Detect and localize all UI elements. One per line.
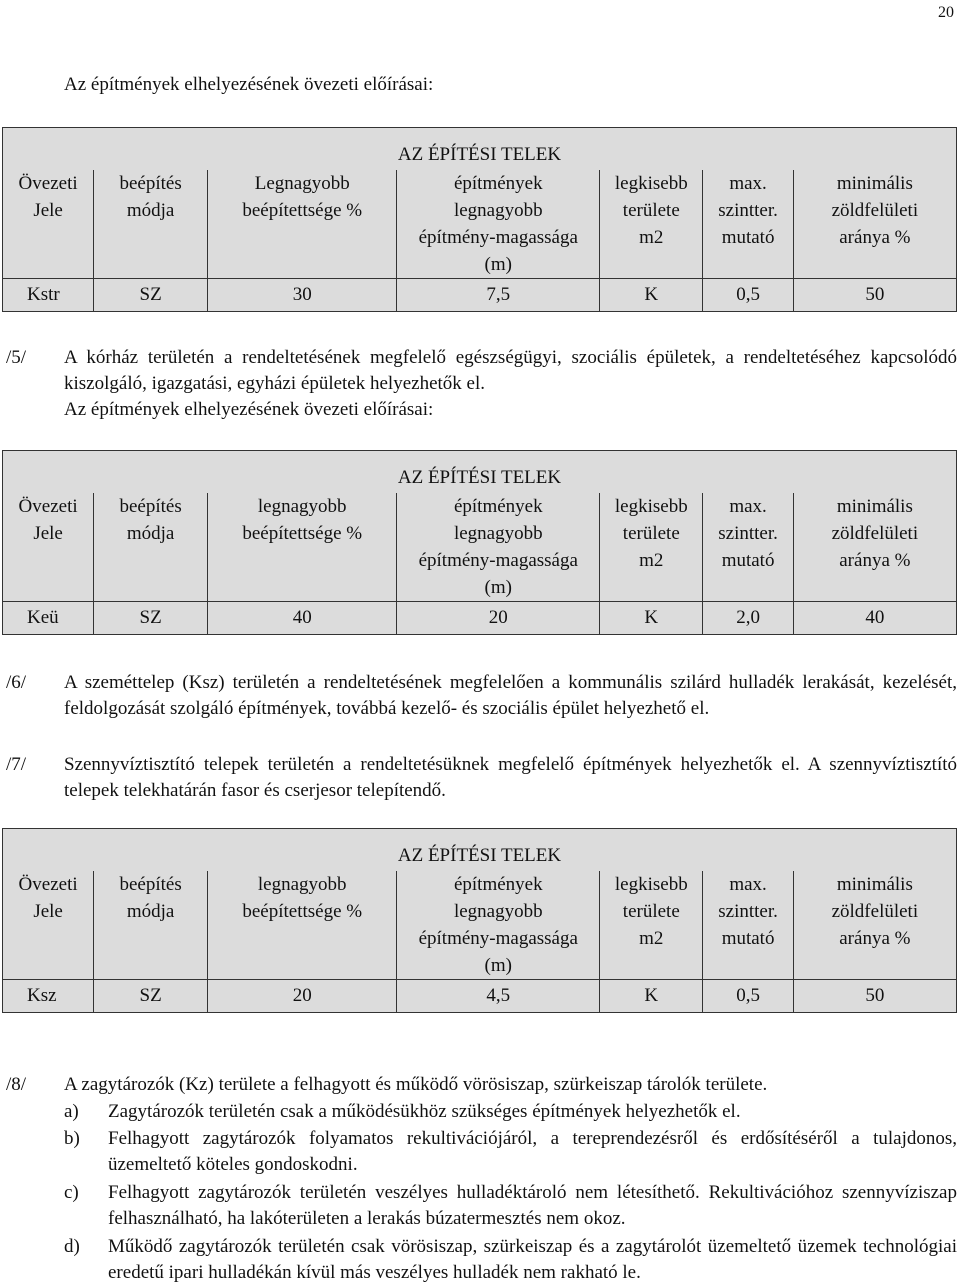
header-line: Jele: [33, 200, 63, 221]
header-line: szintter.: [718, 523, 778, 544]
header-line: max.: [729, 496, 767, 517]
header-line: (m): [484, 577, 512, 598]
header-line: legnagyobb: [453, 523, 543, 544]
header-line: minimális: [836, 496, 913, 517]
header-line: területe: [622, 200, 680, 221]
table-header-row: [3, 871, 957, 980]
header-line: Jele: [33, 523, 63, 544]
header-line: módja: [126, 523, 175, 544]
cell-zone: Kstr: [3, 279, 94, 312]
header-line: szintter.: [718, 901, 778, 922]
regulation-table-keu: [2, 450, 957, 635]
header-line: max.: [729, 173, 767, 194]
header-line: m2: [639, 928, 664, 949]
table-row: [3, 602, 957, 635]
header-line: Legnagyobb: [254, 173, 350, 194]
header-line: legkisebb: [614, 496, 688, 517]
header-zone-code: [3, 871, 94, 980]
cell-height: 4,5: [397, 980, 600, 1013]
header-line: zöldfelületi: [831, 523, 919, 544]
header-max-height: [397, 871, 600, 980]
header-building-mode: [94, 871, 208, 980]
header-line: építmények: [453, 496, 543, 517]
header-building-mode: [94, 170, 208, 279]
cell-green: 50: [793, 279, 956, 312]
header-line: módja: [126, 901, 175, 922]
list-item-d: [64, 1234, 957, 1286]
cell-mode: SZ: [94, 980, 208, 1013]
header-green-ratio: [793, 871, 956, 980]
list-item-c: [64, 1180, 957, 1232]
cell-height: 7,5: [397, 279, 600, 312]
header-line: aránya %: [839, 928, 911, 949]
header-line: beépítés: [119, 874, 182, 895]
table-title: AZ ÉPÍTÉSI TELEK: [3, 829, 957, 872]
cell-ratio: 0,5: [703, 980, 793, 1013]
cell-green: 50: [793, 980, 956, 1013]
header-line: legkisebb: [614, 874, 688, 895]
table-title: AZ ÉPÍTÉSI TELEK: [3, 128, 957, 171]
header-line: minimális: [836, 173, 913, 194]
header-line: módja: [126, 200, 175, 221]
header-line: m2: [639, 227, 664, 248]
header-line: Övezeti: [18, 874, 78, 895]
header-line: építmények: [453, 173, 543, 194]
header-line: mutató: [721, 928, 775, 949]
paragraph-6: A szeméttelep (Ksz) területén a rendeltetésének megfelelően a kommunális szilárd hulladék lerakását, kezelését, feldolgozását szolgáló építmények, továbbá kezelő- és szociális épület helyezhető el.: [64, 672, 957, 719]
cell-coverage: 30: [208, 279, 397, 312]
header-max-coverage: [208, 871, 397, 980]
header-line: zöldfelületi: [831, 901, 919, 922]
header-line: zöldfelületi: [831, 200, 919, 221]
header-line: mutató: [721, 227, 775, 248]
table-row: [3, 980, 957, 1013]
list-text: Zagytározók területén csak a működésükhöz szükséges építmények helyezhetők el.: [108, 1101, 741, 1122]
list-text: Felhagyott zagytározók területén veszélyes hulladéktároló nem létesíthető. Rekultivációhoz szennyvíziszap felhasználható, ha lakóterületen a lerakás búzatermesztés nem okoz.: [108, 1182, 957, 1229]
header-min-area: [600, 871, 703, 980]
list-item-b: [64, 1126, 957, 1178]
table-header-row: [3, 170, 957, 279]
header-line: építmény-magassága: [418, 928, 578, 949]
header-line: minimális: [836, 874, 913, 895]
header-line: területe: [622, 523, 680, 544]
cell-height: 20: [397, 602, 600, 635]
cell-area: K: [600, 279, 703, 312]
header-max-height: [397, 170, 600, 279]
paragraph-8: A zagytározók (Kz) területe a felhagyott és működő vörösiszap, szürkeiszap tárolók területe.: [64, 1074, 768, 1095]
header-building-mode: [94, 493, 208, 602]
header-min-area: [600, 493, 703, 602]
header-floor-ratio: [703, 493, 793, 602]
list-text: Működő zagytározók területén csak vörösiszap, szürkeiszap és a zagytárolót üzemeltető üzemek technológiai eredetű ipari hulladékán kívül más veszélyes hulladék nem rakható le.: [108, 1236, 957, 1283]
paragraph-marker-8: /8/: [6, 1074, 27, 1095]
list-letter: c): [64, 1182, 79, 1203]
cell-zone: Keü: [3, 602, 94, 635]
cell-coverage: 40: [208, 602, 397, 635]
cell-green: 40: [793, 602, 956, 635]
header-min-area: [600, 170, 703, 279]
paragraph-marker-6: /6/: [6, 672, 27, 693]
regulation-table-ksz: [2, 828, 957, 1013]
header-line: (m): [484, 955, 512, 976]
header-line: beépítés: [119, 173, 182, 194]
list-letter: d): [64, 1236, 80, 1257]
header-line: beépítettsége %: [242, 901, 363, 922]
header-floor-ratio: [703, 170, 793, 279]
header-line: aránya %: [839, 550, 911, 571]
header-line: (m): [484, 254, 512, 275]
paragraph-5: A kórház területén a rendeltetésének megfelelő egészségügyi, szociális épületek, a rendeltetéséhez kapcsolódó kiszolgáló, igazgatási, egyházi épületek helyezhetők el.: [64, 347, 957, 394]
table-row: [3, 279, 957, 312]
header-line: legnagyobb: [257, 874, 347, 895]
header-line: szintter.: [718, 200, 778, 221]
header-zone-code: [3, 170, 94, 279]
header-line: beépítettsége %: [242, 200, 363, 221]
cell-mode: SZ: [94, 602, 208, 635]
header-line: aránya %: [839, 227, 911, 248]
header-line: Jele: [33, 901, 63, 922]
page-number: 20: [938, 4, 954, 21]
header-line: max.: [729, 874, 767, 895]
header-line: mutató: [721, 550, 775, 571]
header-zone-code: [3, 493, 94, 602]
section-heading-1: Az építmények elhelyezésének övezeti előírásai:: [64, 74, 434, 95]
table-title: AZ ÉPÍTÉSI TELEK: [3, 451, 957, 494]
header-max-coverage: [208, 493, 397, 602]
cell-area: K: [600, 980, 703, 1013]
regulation-table-kstr: [2, 127, 957, 312]
list-text: Felhagyott zagytározók folyamatos rekultivációjáról, a tereprendezésről és erdősítéséről a tulajdonos, üzemeltető köteles gondoskodni.: [108, 1128, 957, 1175]
header-max-coverage: [208, 170, 397, 279]
header-line: beépítettsége %: [242, 523, 363, 544]
paragraph-marker-5: /5/: [6, 347, 27, 368]
paragraph-marker-7: /7/: [6, 754, 27, 775]
cell-area: K: [600, 602, 703, 635]
cell-coverage: 20: [208, 980, 397, 1013]
header-line: területe: [622, 901, 680, 922]
header-floor-ratio: [703, 871, 793, 980]
table-header-row: [3, 493, 957, 602]
header-line: Övezeti: [18, 496, 78, 517]
header-line: építmény-magassága: [418, 227, 578, 248]
list-letter: a): [64, 1101, 79, 1122]
paragraph-7: Szennyvíztisztító telepek területén a rendeltetésüknek megfelelő építmények helyezhetők el. A szennyvíztisztító telepek telekhatárán fasor és cserjesor telepítendő.: [64, 754, 957, 801]
header-line: legnagyobb: [453, 200, 543, 221]
header-line: legnagyobb: [257, 496, 347, 517]
header-line: legnagyobb: [453, 901, 543, 922]
header-line: építmények: [453, 874, 543, 895]
cell-mode: SZ: [94, 279, 208, 312]
header-max-height: [397, 493, 600, 602]
header-line: m2: [639, 550, 664, 571]
cell-zone: Ksz: [3, 980, 94, 1013]
list-letter: b): [64, 1128, 80, 1149]
header-green-ratio: [793, 493, 956, 602]
cell-ratio: 0,5: [703, 279, 793, 312]
list-item-a: [64, 1099, 957, 1125]
header-line: legkisebb: [614, 173, 688, 194]
header-line: Övezeti: [18, 173, 78, 194]
cell-ratio: 2,0: [703, 602, 793, 635]
section-heading-2: Az építmények elhelyezésének övezeti előírásai:: [64, 399, 434, 420]
header-line: építmény-magassága: [418, 550, 578, 571]
header-line: beépítés: [119, 496, 182, 517]
header-green-ratio: [793, 170, 956, 279]
